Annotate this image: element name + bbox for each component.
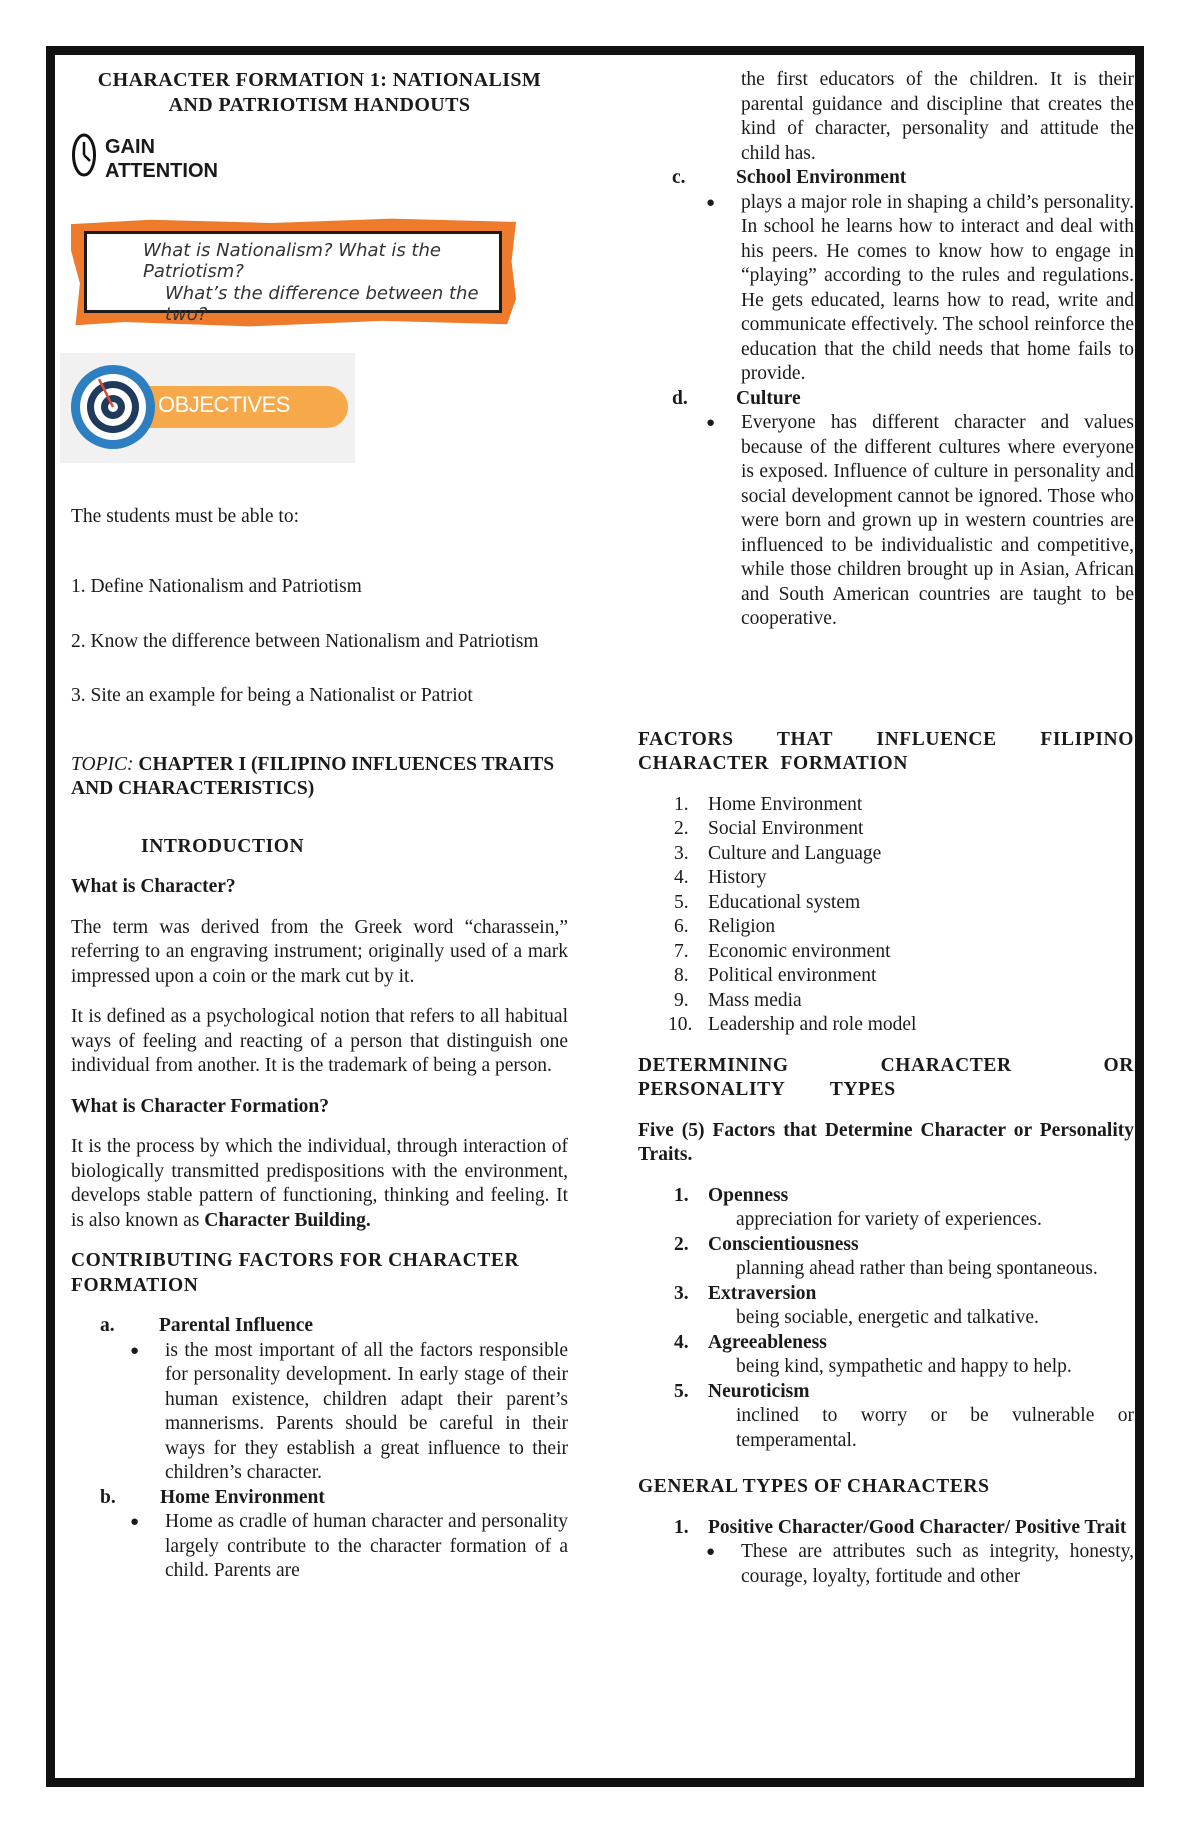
- trait-title: Extraversion: [708, 1282, 817, 1304]
- character-paragraph-2: It is defined as a psychological notion that refers to all habitual ways of feeling and reacting of a person that distinguish one individual from another. It is the trademark of being a person.: [71, 1006, 568, 1076]
- trait-title: Openness: [708, 1184, 789, 1206]
- list-item: 5. Neuroticism inclined to worry or be vulnerable or temperamental.: [638, 1380, 1134, 1454]
- question-box: [84, 231, 502, 325]
- factor-name: Mass media: [708, 989, 802, 1011]
- factor-name: Leadership and role model: [708, 1014, 917, 1035]
- list-item: 2. Conscientiousness planning ahead rather than being spontaneous.: [638, 1233, 1134, 1282]
- filipino-factors-heading: FACTORS THAT INFLUENCE FILIPINO CHARACTER FORMATION: [638, 728, 1134, 774]
- trait-description: appreciation for variety of experiences.: [736, 1209, 1042, 1230]
- bullet-dot-icon: ●: [706, 415, 716, 431]
- list-item: 4. Agreeableness being kind, sympathetic and happy to help.: [638, 1331, 1134, 1380]
- contributing-factors-list: [71, 1314, 568, 1584]
- general-type-1: 1. Positive Character/Good Character/ Positive Trait ● These are attributes such as integrity, honesty, courage, loyalty, fortitude and other: [638, 1516, 1134, 1590]
- topic-heading: [71, 753, 568, 802]
- five-factors-heading: Five (5) Factors that Determine Character or Personality Traits.: [638, 1119, 1134, 1165]
- contributing-factors-list-continued: [638, 166, 1134, 632]
- contributing-factors-heading: CONTRIBUTING FACTORS FOR CHARACTER FORMATION: [71, 1250, 520, 1296]
- topic-text: CHAPTER I (FILIPINO INFLUENCES TRAITS AND CHARACTERISTICS): [71, 753, 555, 799]
- personality-traits-list: [638, 1184, 1134, 1454]
- list-item: 10. Leadership and role model: [638, 1013, 1134, 1038]
- list-item: 4. History: [638, 866, 1134, 891]
- what-is-character-heading: What is Character?: [71, 876, 236, 897]
- factor-name: Home Environment: [708, 793, 863, 815]
- list-item: 9. Mass media: [638, 989, 1134, 1014]
- bullet-dot-icon: ●: [706, 194, 716, 211]
- filipino-factors-list: [638, 793, 1134, 1038]
- what-is-formation-heading: What is Character Formation?: [71, 1095, 329, 1117]
- introduction-heading: INTRODUCTION: [141, 835, 305, 857]
- factor-text: plays a major role in shaping a child’s personality. In school he learns how to interact and deal with his peers. He comes to know how to engage in “playing” according to the rules and regulations. He gets educated, learns how to read, write and communicate effectively. The school reinforce the education that the child needs that home fails to provide.: [741, 191, 1134, 384]
- general-types-heading: GENERAL TYPES OF CHARACTERS: [638, 1476, 990, 1497]
- trait-title: Agreeableness: [708, 1331, 827, 1353]
- objectives-label: OBJECTIVES: [158, 391, 290, 417]
- handout-title: [71, 68, 568, 118]
- factor-name: Political environment: [708, 965, 877, 986]
- trait-description: planning ahead rather than being spontaneous.: [736, 1258, 1098, 1279]
- objectives-banner: [60, 353, 355, 463]
- factor-name: Educational system: [708, 891, 861, 913]
- general-type-text: These are attributes such as integrity, honesty, courage, loyalty, fortitude and other: [741, 1541, 1134, 1587]
- factor-text: Everyone has different character and values because of the different cultures where everyone is exposed. Influence of culture in personality and social development cannot be ignored. Those who were born and grown up in western countries are influenced to be individualistic and competitive, while those children brought up in Asian, African and South American countries are taught to be cooperative.: [741, 412, 1134, 629]
- question-line1: What is Nationalism? What is the Patriotism?: [143, 239, 441, 282]
- bullet-dot-icon: ●: [130, 1514, 140, 1530]
- formation-paragraph: It is the process by which the individual, through interaction of biologically transmitted predispositions with the environment, develops stable pattern of functioning, thinking and feeling. It is also known as Character Building.: [71, 1136, 568, 1231]
- factor-title: Parental Influence: [159, 1315, 314, 1336]
- clock-icon: [71, 132, 97, 186]
- list-item: 7. Economic environment: [638, 940, 1134, 965]
- topic-prefix: TOPIC:: [71, 753, 134, 775]
- list-item: 3. Extraversion being sociable, energetic and talkative.: [638, 1282, 1134, 1331]
- factor-b-continued: the first educators of the children. It is their parental guidance and discipline that creates the kind of character, personality and attitude the child has.: [741, 69, 1134, 164]
- question-callout: [71, 218, 568, 333]
- list-item: 3. Culture and Language: [638, 842, 1134, 867]
- gain-attention-label: GAIN ATTENTION: [105, 135, 218, 182]
- trait-description: being sociable, energetic and talkative.: [736, 1307, 1039, 1328]
- list-item: 5. Educational system: [638, 891, 1134, 916]
- left-column: [71, 68, 568, 1584]
- handout-title-line2: AND PATRIOTISM HANDOUTS: [168, 94, 471, 116]
- formation-bold-term: Character Building.: [204, 1209, 371, 1231]
- list-item: 1. Openness appreciation for variety of experiences.: [638, 1184, 1134, 1233]
- factor-title: Culture: [736, 387, 801, 409]
- handout-title-line1: CHARACTER FORMATION 1: NATIONALISM: [97, 69, 542, 91]
- students-intro: The students must be able to:: [71, 505, 300, 527]
- character-paragraph-1: The term was derived from the Greek word “charassein,” referring to an engraving instrument; originally used of a mark impressed upon a coin or the mark cut by it.: [71, 916, 568, 987]
- factor-title: School Environment: [736, 167, 907, 188]
- determining-types-heading: DETERMINING CHARACTER OR PERSONALITY TYPES: [638, 1054, 1134, 1100]
- factor-name: History: [708, 867, 767, 888]
- target-icon: [69, 363, 157, 459]
- right-column: [638, 68, 1134, 1589]
- objective-2: 2. Know the difference between Nationalism and Patriotism: [71, 630, 539, 652]
- bullet-dot-icon: ●: [130, 1342, 140, 1359]
- trait-description: being kind, sympathetic and happy to help.: [736, 1356, 1072, 1377]
- factor-text: is the most important of all the factors responsible for personality development. In early stage of their human existence, children adapt their parent’s mannerisms. Parents should be careful in their ways for they establish a great influence to their children’s character.: [165, 1339, 568, 1483]
- gain-attention: [71, 132, 568, 186]
- bullet-dot-icon: ●: [706, 1544, 716, 1560]
- objective-3: 3. Site an example for being a Nationalist or Patriot: [71, 685, 473, 706]
- objective-1: 1. Define Nationalism and Patriotism: [71, 576, 362, 597]
- factor-name: Culture and Language: [708, 842, 882, 864]
- factor-title: Home Environment: [160, 1486, 325, 1508]
- trait-description: inclined to worry or be vulnerable or temperamental.: [736, 1405, 1134, 1451]
- list-item: a. Parental Influence ● is the most important of all the factors responsible for personality development. In early stage of their human existence, children adapt their parent’s mannerisms. Parents should be careful in their ways for they establish a great influence to their children’s character.: [71, 1314, 568, 1486]
- list-item: 8. Political environment: [638, 964, 1134, 989]
- question-line2: What’s the difference between the two?: [165, 282, 479, 325]
- factor-name: Religion: [708, 916, 776, 937]
- list-item: 6. Religion: [638, 915, 1134, 940]
- list-item: 2. Social Environment: [638, 817, 1134, 842]
- trait-title: Conscientiousness: [708, 1233, 859, 1255]
- list-item: 1. Home Environment: [638, 793, 1134, 818]
- general-type-title: Positive Character/Good Character/ Positive Trait: [708, 1516, 1127, 1538]
- factor-name: Social Environment: [708, 818, 864, 839]
- factor-text: Home as cradle of human character and personality largely contribute to the character formation of a child. Parents are: [165, 1511, 568, 1581]
- list-item: c. School Environment ● plays a major role in shaping a child’s personality. In school he learns how to interact and deal with his peers. He comes to know how to engage in “playing” according to the rules and regulations. He gets educated, learns how to read, write and communicate effectively. The school reinforce the education that the child needs that home fails to provide.: [638, 166, 1134, 387]
- factor-name: Economic environment: [708, 940, 891, 962]
- list-item: d. Culture ● Everyone has different character and values because of the different cultures where everyone is exposed. Influence of culture in personality and social development cannot be ignored. Those who were born and grown up in western countries are influenced to be individualistic and competitive, while those children brought up in Asian, African and South American countries are taught to be cooperative.: [638, 387, 1134, 632]
- trait-title: Neuroticism: [708, 1380, 810, 1402]
- list-item: b. Home Environment ● Home as cradle of human character and personality largely contribute to the character formation of a child. Parents are: [71, 1486, 568, 1584]
